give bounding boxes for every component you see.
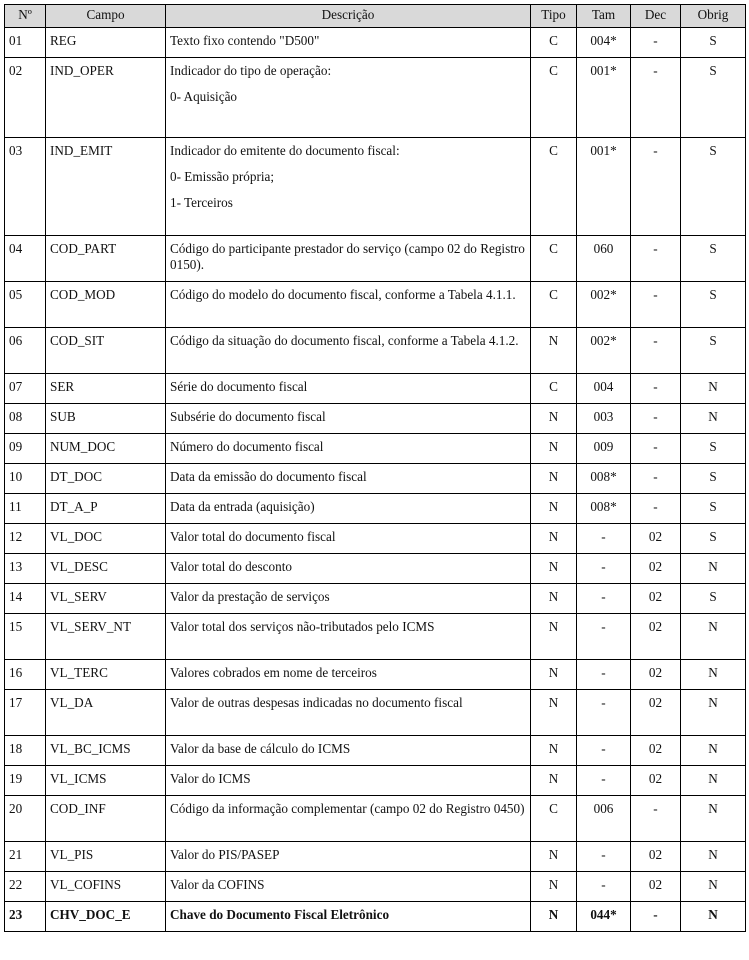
cell-description xyxy=(166,494,531,524)
description-line: Valor total dos serviços não-tributados pelo ICMS xyxy=(170,619,435,634)
cell-required: S xyxy=(681,282,746,328)
cell-number: 05 xyxy=(5,282,46,328)
cell-size: 003 xyxy=(577,404,631,434)
cell-type: N xyxy=(531,554,577,584)
cell-number: 03 xyxy=(5,138,46,236)
cell-type: N xyxy=(531,328,577,374)
cell-description xyxy=(166,842,531,872)
cell-decimals: - xyxy=(631,434,681,464)
cell-decimals: - xyxy=(631,282,681,328)
table-row xyxy=(5,138,746,236)
cell-description xyxy=(166,58,531,138)
cell-description xyxy=(166,236,531,282)
cell-description xyxy=(166,28,531,58)
table-header xyxy=(5,5,746,28)
cell-decimals: - xyxy=(631,138,681,236)
cell-required: S xyxy=(681,494,746,524)
cell-required: S xyxy=(681,434,746,464)
header-number: Nº xyxy=(5,5,46,28)
cell-field: IND_OPER xyxy=(46,58,166,138)
cell-decimals: - xyxy=(631,796,681,842)
cell-type: N xyxy=(531,524,577,554)
table-row xyxy=(5,28,746,58)
cell-size: - xyxy=(577,584,631,614)
cell-type: N xyxy=(531,736,577,766)
cell-field: VL_DA xyxy=(46,690,166,736)
cell-field: VL_ICMS xyxy=(46,766,166,796)
cell-required: N xyxy=(681,374,746,404)
cell-number: 18 xyxy=(5,736,46,766)
header-field: Campo xyxy=(46,5,166,28)
table-row xyxy=(5,690,746,736)
cell-required: S xyxy=(681,524,746,554)
cell-field: VL_DESC xyxy=(46,554,166,584)
table-row xyxy=(5,736,746,766)
cell-field: SUB xyxy=(46,404,166,434)
table-row xyxy=(5,842,746,872)
cell-required: N xyxy=(681,902,746,932)
description-line: Código do participante prestador do serviço (campo 02 do Registro 0150). xyxy=(170,241,525,272)
cell-description xyxy=(166,902,531,932)
cell-required: S xyxy=(681,58,746,138)
table-row xyxy=(5,902,746,932)
cell-description xyxy=(166,282,531,328)
header-size: Tam xyxy=(577,5,631,28)
cell-size: 044* xyxy=(577,902,631,932)
cell-type: C xyxy=(531,58,577,138)
description-line: Indicador do tipo de operação: xyxy=(170,63,332,78)
cell-size: 008* xyxy=(577,464,631,494)
cell-field: VL_BC_ICMS xyxy=(46,736,166,766)
cell-description xyxy=(166,690,531,736)
cell-type: N xyxy=(531,404,577,434)
table-row xyxy=(5,554,746,584)
cell-required: N xyxy=(681,796,746,842)
cell-description xyxy=(166,404,531,434)
cell-description xyxy=(166,660,531,690)
cell-required: S xyxy=(681,138,746,236)
cell-number: 01 xyxy=(5,28,46,58)
cell-required: S xyxy=(681,236,746,282)
cell-size: 009 xyxy=(577,434,631,464)
cell-required: N xyxy=(681,766,746,796)
cell-type: N xyxy=(531,902,577,932)
table-row xyxy=(5,282,746,328)
cell-type: C xyxy=(531,796,577,842)
cell-required: N xyxy=(681,660,746,690)
cell-size: 002* xyxy=(577,328,631,374)
table-row xyxy=(5,584,746,614)
cell-size: - xyxy=(577,660,631,690)
cell-field: DT_A_P xyxy=(46,494,166,524)
cell-number: 19 xyxy=(5,766,46,796)
cell-required: N xyxy=(681,554,746,584)
cell-type: C xyxy=(531,236,577,282)
cell-description xyxy=(166,736,531,766)
cell-type: C xyxy=(531,374,577,404)
cell-description xyxy=(166,554,531,584)
description-line: 0- Aquisição xyxy=(170,89,238,104)
cell-size: 001* xyxy=(577,58,631,138)
description-line: Valor total do desconto xyxy=(170,559,292,574)
description-line: Chave do Documento Fiscal Eletrônico xyxy=(170,907,390,922)
cell-required: N xyxy=(681,404,746,434)
description-line: Valor da base de cálculo do ICMS xyxy=(170,741,351,756)
cell-decimals: - xyxy=(631,328,681,374)
cell-size: 004 xyxy=(577,374,631,404)
table-row xyxy=(5,464,746,494)
table-row xyxy=(5,872,746,902)
cell-type: N xyxy=(531,766,577,796)
cell-field: COD_PART xyxy=(46,236,166,282)
description-line: Código do modelo do documento fiscal, conforme a Tabela 4.1.1. xyxy=(170,287,516,302)
cell-number: 02 xyxy=(5,58,46,138)
cell-type: N xyxy=(531,614,577,660)
cell-decimals: - xyxy=(631,236,681,282)
cell-number: 12 xyxy=(5,524,46,554)
cell-description xyxy=(166,796,531,842)
table-row xyxy=(5,614,746,660)
description-line: 0- Emissão própria; xyxy=(170,169,275,184)
cell-field: IND_EMIT xyxy=(46,138,166,236)
cell-number: 11 xyxy=(5,494,46,524)
cell-field: VL_DOC xyxy=(46,524,166,554)
cell-number: 13 xyxy=(5,554,46,584)
cell-decimals: 02 xyxy=(631,690,681,736)
cell-required: N xyxy=(681,872,746,902)
cell-description xyxy=(166,374,531,404)
description-line: Valores cobrados em nome de terceiros xyxy=(170,665,377,680)
cell-number: 20 xyxy=(5,796,46,842)
cell-number: 04 xyxy=(5,236,46,282)
cell-number: 22 xyxy=(5,872,46,902)
description-line: Série do documento fiscal xyxy=(170,379,308,394)
cell-size: 060 xyxy=(577,236,631,282)
cell-number: 17 xyxy=(5,690,46,736)
cell-field: VL_TERC xyxy=(46,660,166,690)
cell-field: COD_SIT xyxy=(46,328,166,374)
cell-description xyxy=(166,328,531,374)
table-body xyxy=(5,28,746,932)
cell-type: C xyxy=(531,28,577,58)
cell-number: 09 xyxy=(5,434,46,464)
cell-field: VL_SERV_NT xyxy=(46,614,166,660)
description-line: Código da informação complementar (campo 02 do Registro 0450) xyxy=(170,801,525,816)
cell-decimals: 02 xyxy=(631,766,681,796)
cell-field: SER xyxy=(46,374,166,404)
cell-type: N xyxy=(531,434,577,464)
description-line: Valor da prestação de serviços xyxy=(170,589,330,604)
cell-decimals: - xyxy=(631,28,681,58)
cell-decimals: - xyxy=(631,404,681,434)
cell-type: N xyxy=(531,872,577,902)
cell-size: 008* xyxy=(577,494,631,524)
description-line: Número do documento fiscal xyxy=(170,439,324,454)
cell-decimals: - xyxy=(631,464,681,494)
cell-field: NUM_DOC xyxy=(46,434,166,464)
cell-description xyxy=(166,138,531,236)
cell-size: - xyxy=(577,554,631,584)
header-description: Descrição xyxy=(166,5,531,28)
cell-description xyxy=(166,766,531,796)
cell-decimals: 02 xyxy=(631,660,681,690)
cell-description xyxy=(166,614,531,660)
description-line: 1- Terceiros xyxy=(170,195,233,210)
cell-required: N xyxy=(681,842,746,872)
cell-number: 06 xyxy=(5,328,46,374)
cell-field: VL_COFINS xyxy=(46,872,166,902)
cell-field: COD_MOD xyxy=(46,282,166,328)
cell-decimals: - xyxy=(631,374,681,404)
cell-decimals: 02 xyxy=(631,614,681,660)
description-line: Valor da COFINS xyxy=(170,877,265,892)
cell-required: S xyxy=(681,584,746,614)
cell-required: S xyxy=(681,28,746,58)
cell-type: N xyxy=(531,842,577,872)
cell-type: C xyxy=(531,138,577,236)
table-row xyxy=(5,58,746,138)
cell-decimals: 02 xyxy=(631,554,681,584)
cell-type: N xyxy=(531,464,577,494)
cell-decimals: 02 xyxy=(631,524,681,554)
table-row xyxy=(5,494,746,524)
table-row xyxy=(5,796,746,842)
cell-size: 001* xyxy=(577,138,631,236)
cell-size: - xyxy=(577,736,631,766)
cell-size: 004* xyxy=(577,28,631,58)
cell-decimals: 02 xyxy=(631,872,681,902)
table-row xyxy=(5,236,746,282)
cell-decimals: 02 xyxy=(631,736,681,766)
description-line: Data da emissão do documento fiscal xyxy=(170,469,367,484)
cell-description xyxy=(166,872,531,902)
header-row xyxy=(5,5,746,28)
description-line: Valor de outras despesas indicadas no documento fiscal xyxy=(170,695,463,710)
cell-required: N xyxy=(681,614,746,660)
cell-required: S xyxy=(681,464,746,494)
cell-required: N xyxy=(681,736,746,766)
table-row xyxy=(5,374,746,404)
cell-decimals: 02 xyxy=(631,584,681,614)
cell-number: 08 xyxy=(5,404,46,434)
cell-decimals: - xyxy=(631,58,681,138)
description-line: Texto fixo contendo "D500" xyxy=(170,33,320,48)
header-decimals: Dec xyxy=(631,5,681,28)
cell-type: N xyxy=(531,494,577,524)
cell-required: N xyxy=(681,690,746,736)
cell-number: 15 xyxy=(5,614,46,660)
cell-number: 14 xyxy=(5,584,46,614)
register-fields-table xyxy=(4,4,746,932)
description-line: Subsérie do documento fiscal xyxy=(170,409,326,424)
cell-field: COD_INF xyxy=(46,796,166,842)
description-line: Valor do ICMS xyxy=(170,771,251,786)
cell-field: VL_SERV xyxy=(46,584,166,614)
cell-type: N xyxy=(531,660,577,690)
cell-size: 002* xyxy=(577,282,631,328)
cell-size: - xyxy=(577,872,631,902)
cell-number: 07 xyxy=(5,374,46,404)
cell-required: S xyxy=(681,328,746,374)
cell-description xyxy=(166,464,531,494)
cell-field: CHV_DOC_E xyxy=(46,902,166,932)
cell-size: - xyxy=(577,690,631,736)
cell-description xyxy=(166,524,531,554)
cell-size: - xyxy=(577,766,631,796)
table-row xyxy=(5,524,746,554)
cell-size: - xyxy=(577,842,631,872)
table-row xyxy=(5,660,746,690)
description-line: Valor do PIS/PASEP xyxy=(170,847,280,862)
cell-decimals: 02 xyxy=(631,842,681,872)
table-row xyxy=(5,404,746,434)
cell-type: N xyxy=(531,584,577,614)
header-type: Tipo xyxy=(531,5,577,28)
table-row xyxy=(5,434,746,464)
cell-size: 006 xyxy=(577,796,631,842)
cell-number: 23 xyxy=(5,902,46,932)
cell-size: - xyxy=(577,614,631,660)
cell-type: C xyxy=(531,282,577,328)
cell-decimals: - xyxy=(631,902,681,932)
cell-size: - xyxy=(577,524,631,554)
cell-description xyxy=(166,434,531,464)
description-line: Indicador do emitente do documento fiscal: xyxy=(170,143,400,158)
cell-type: N xyxy=(531,690,577,736)
cell-field: DT_DOC xyxy=(46,464,166,494)
description-line: Código da situação do documento fiscal, conforme a Tabela 4.1.2. xyxy=(170,333,519,348)
table-row xyxy=(5,766,746,796)
cell-field: REG xyxy=(46,28,166,58)
cell-description xyxy=(166,584,531,614)
cell-number: 16 xyxy=(5,660,46,690)
cell-number: 10 xyxy=(5,464,46,494)
header-required: Obrig xyxy=(681,5,746,28)
description-line: Valor total do documento fiscal xyxy=(170,529,336,544)
cell-number: 21 xyxy=(5,842,46,872)
cell-field: VL_PIS xyxy=(46,842,166,872)
cell-decimals: - xyxy=(631,494,681,524)
description-line: Data da entrada (aquisição) xyxy=(170,499,315,514)
table-row xyxy=(5,328,746,374)
